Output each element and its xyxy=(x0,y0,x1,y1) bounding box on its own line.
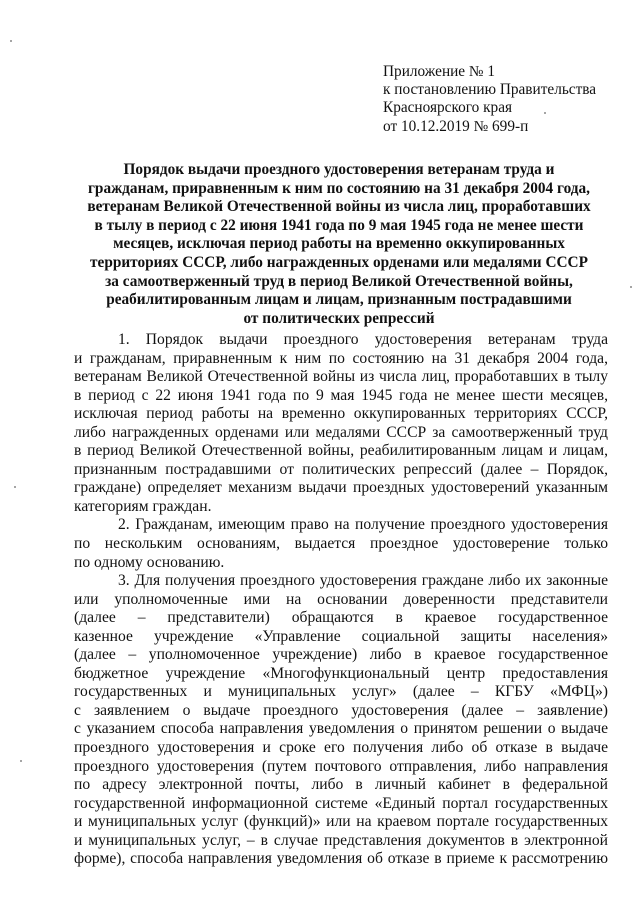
appendix-line: к постановлению Правительства xyxy=(383,81,597,99)
paragraph-line: и муниципальных услуг (функций)» или на краевом портале государственных xyxy=(74,813,608,831)
title-line: гражданам, приравненным к ним по состоянию на 31 декабря 2004 года, xyxy=(87,179,590,197)
paragraph-line: в период с 22 июня 1941 года по 9 мая 1945 года не менее шести месяцев, xyxy=(74,386,608,404)
title-line: ветеранам Великой Отечественной войны из числа лиц, проработавших xyxy=(87,198,591,216)
paragraph-line: 1. Порядок выдачи проездного удостоверения ветеранам труда xyxy=(118,331,608,348)
title-line: в тылу в период с 22 июня 1941 года по 9 мая 1945 года не менее шести xyxy=(94,216,584,234)
paragraph-line: казенное учреждение «Управление социальной защиты населения» xyxy=(74,627,608,645)
paragraph-2 xyxy=(74,516,608,572)
paragraph-line: и гражданам, приравненным к ним по состоянию на 31 декабря 2004 года, xyxy=(74,349,608,367)
paragraph-1 xyxy=(74,331,608,516)
paragraph-line: 2. Гражданам, имеющим право на получение проездного удостоверения xyxy=(118,516,608,534)
title-line: месяцев, исключая период работы на временно оккупированных xyxy=(113,235,565,253)
appendix-line: Красноярского края xyxy=(383,99,513,117)
title-line: от политических репрессий xyxy=(243,309,435,327)
appendix-block xyxy=(383,63,596,136)
scan-speck xyxy=(10,40,12,42)
paragraph-line: в период Великой Отечественной войны, реабилитированным лицам и лицам, xyxy=(74,442,608,460)
document-body xyxy=(74,331,608,869)
paragraph-line: бюджетное учреждение «Многофункциональный центр предоставления xyxy=(74,664,608,682)
title-line: Порядок выдачи проездного удостоверения ветеранам труда и xyxy=(123,161,555,178)
paragraph-line: по адресу электронной почты, либо в личный кабинет в федеральной xyxy=(74,776,608,794)
scan-speck xyxy=(20,760,22,762)
paragraph-line: признанным пострадавшими от политических репрессий (далее – Порядок, xyxy=(74,460,608,478)
title-line: за самоотверженный труд в период Великой Отечественной войны, xyxy=(105,272,573,290)
paragraph-line: государственных и муниципальных услуг» (далее – КГБУ «МФЦ») xyxy=(74,683,608,701)
scan-speck xyxy=(544,112,546,114)
title-line: территориях СССР, либо награжденных орденами или медалями СССР xyxy=(90,253,588,271)
paragraph-line: проездного удостоверения и сроке его получения либо об отказе в выдаче xyxy=(74,739,608,757)
paragraph-line: по нескольким основаниям, выдается проездное удостоверение только xyxy=(74,535,608,553)
paragraph-line: по одному основанию. xyxy=(74,553,225,571)
paragraph-line: исключая период работы на временно оккупированных территориях СССР, xyxy=(74,405,608,423)
scan-speck xyxy=(14,486,16,488)
appendix-line: от 10.12.2019 № 699-п xyxy=(383,117,529,135)
paragraph-line: или уполномоченные ими на основании доверенности представители xyxy=(74,590,608,608)
paragraph-line: с указанием способа направления уведомления о принятом решении о выдаче xyxy=(74,720,608,738)
paragraph-line: государственной информационной системе «Единый портал государственных xyxy=(74,794,608,812)
paragraph-line: либо награжденных орденами или медалями СССР за самоотверженный труд xyxy=(74,423,608,441)
paragraph-line: форме), способа направления уведомления об отказе в приеме к рассмотрению xyxy=(74,850,608,868)
paragraph-line: категориям граждан. xyxy=(74,497,212,515)
paragraph-line: (далее – представители) обращаются в краевое государственное xyxy=(74,609,608,627)
paragraph-line: проездного удостоверения (путем почтового отправления, либо направления xyxy=(74,757,608,775)
paragraph-line: граждане) определяет механизм выдачи проездных удостоверений указанным xyxy=(74,479,608,497)
paragraph-line: и муниципальных услуг, – в случае представления документов в электронной xyxy=(74,831,608,849)
appendix-line: Приложение № 1 xyxy=(383,63,495,80)
paragraph-line: ветеранам Великой Отечественной войны из числа лиц, проработавших в тылу xyxy=(74,368,608,386)
document-title xyxy=(70,161,608,328)
paragraph-line: (далее – уполномоченное учреждение) либо в краевое государственное xyxy=(74,646,608,664)
paragraph-line: с заявлением о выдаче проездного удостоверения (далее – заявление) xyxy=(74,701,608,719)
paragraph-line: 3. Для получения проездного удостоверения граждане либо их законные xyxy=(118,572,608,590)
paragraph-3 xyxy=(74,572,608,869)
title-line: реабилитированным лицам и лицам, признанным пострадавшими xyxy=(106,291,572,309)
scan-speck xyxy=(630,286,632,288)
